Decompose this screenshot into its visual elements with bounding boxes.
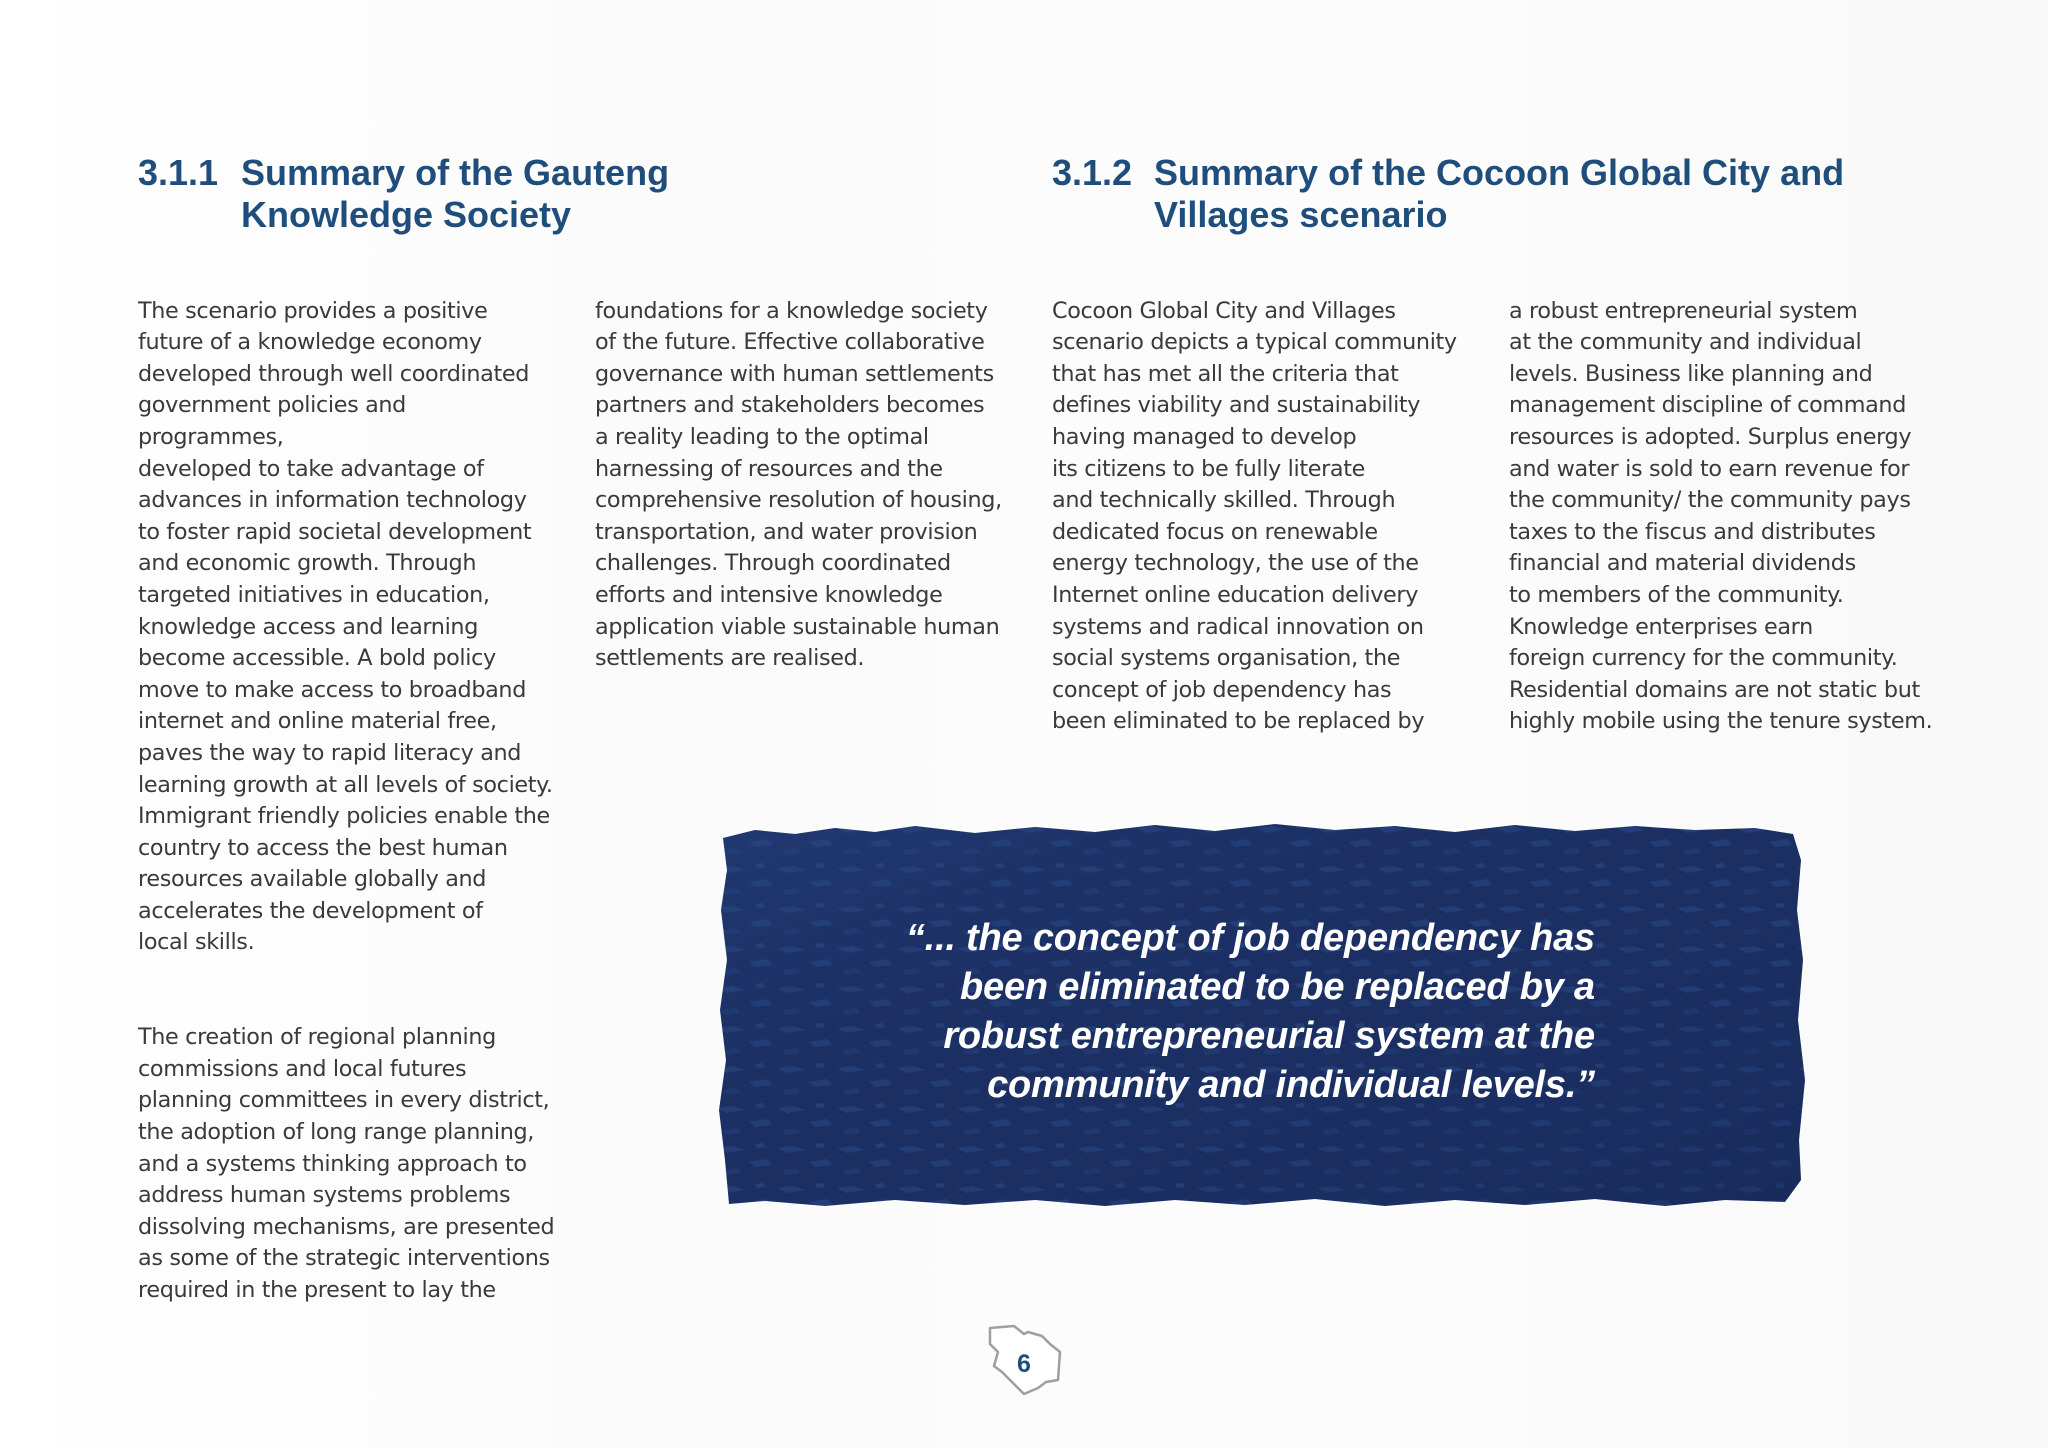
pull-quote-box xyxy=(715,820,1810,1212)
paragraph: foundations for a knowledge society of the future. Effective collaborative governance with human settlements partners and stakeholders becomes a reality leading to the optimal harnessing of resources and the comprehensive resolution of housing, transportation, and water provision challenges. Through coordinated efforts and intensive knowledge application viable sustainable human settlements are realised. xyxy=(595,297,1002,672)
section-heading-3-1-1 xyxy=(138,152,669,236)
page-number-badge xyxy=(984,1322,1064,1402)
section-heading-3-1-2 xyxy=(1052,152,1844,236)
pull-quote-text: “... the concept of job dependency has been eliminated to be replaced by a robust entrepreneurial system at the community and individual levels.” xyxy=(905,917,1595,1106)
section-title: Summary of the Gauteng Knowledge Society xyxy=(241,152,670,235)
section-1-column-2 xyxy=(595,264,1015,706)
paragraph: The creation of regional planning commissions and local futures planning committees in every district, the adoption of long range planning, and a systems thinking approach to address human systems problems dissolving mechanisms, are presented as some of the strategic interventions required in the present to lay the xyxy=(138,1024,555,1303)
section-title: Summary of the Cocoon Global City and Villages scenario xyxy=(1154,152,1845,235)
paragraph: Cocoon Global City and Villages scenario depicts a typical community that has met all the criteria that defines viability and sustainability having managed to develop its citizens to be fully literate and technically skilled. Through dedicated focus on renewable energy technology, the use of the Internet online education delivery systems and radical innovation on social systems organisation, the concept of job dependency has been eliminated to be replaced by xyxy=(1052,297,1457,735)
section-number: 3.1.1 xyxy=(138,152,219,193)
section-1-column-1 xyxy=(138,264,558,1338)
section-2-column-2 xyxy=(1509,264,1949,770)
page-number: 6 xyxy=(1017,1350,1031,1378)
paragraph: a robust entrepreneurial system at the community and individual levels. Business like planning and management discipline of command resources is adopted. Surplus energy and water is sold to earn revenue for the community/ the community pays taxes to the fiscus and distributes financial and material dividends to members of the community. Knowledge enterprises earn foreign currency for the community. Residential domains are not static but highly mobile using the tenure system. xyxy=(1509,297,1933,735)
section-2-column-1 xyxy=(1052,264,1472,770)
section-number: 3.1.2 xyxy=(1052,152,1133,193)
paragraph: The scenario provides a positive future of a knowledge economy developed through well coordinated government policies and programmes, developed to take advantage of advances in information technology to foster rapid societal development and economic growth. Through targeted initiatives in education, knowledge access and learning become accessible. A bold policy move to make access to broadband internet and online material free, paves the way to rapid literacy and learning growth at all levels of society. Immigrant friendly policies enable the country to access the best human resources available globally and accelerates the development of local skills. xyxy=(138,297,553,956)
